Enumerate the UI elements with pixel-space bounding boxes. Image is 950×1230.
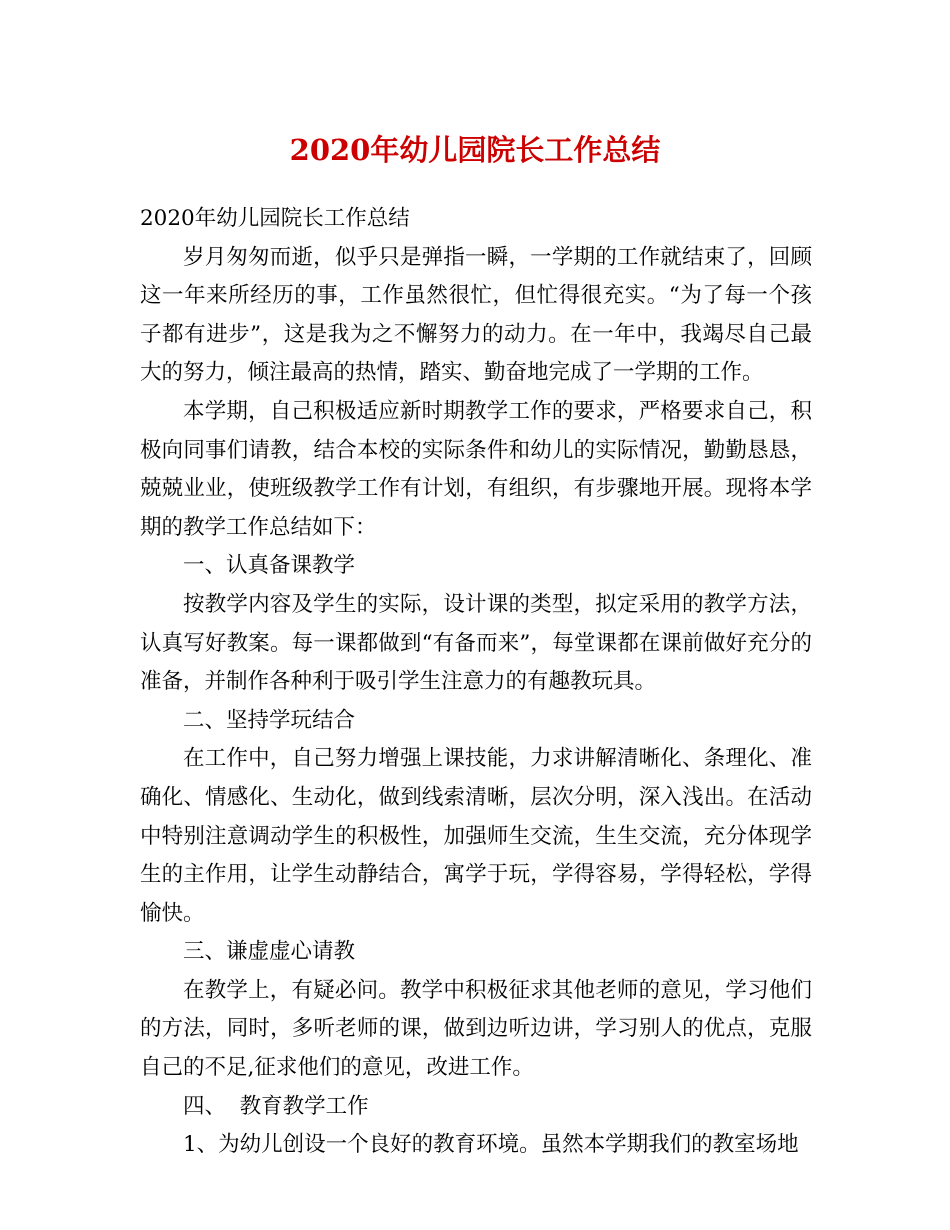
section-heading-1: 一、认真备课教学 [183, 553, 356, 579]
section-heading-3: 三、谦虚虚心请教 [183, 939, 356, 965]
paragraph-section-1: 按教学内容及学生的实际，设计课的类型，拟定采用的教学方法，认真写好教案。每一课都做到“有备而来”，每堂课都在课前做好充分的准备，并制作各种利于吸引学生注意力的有趣教玩具。 [140, 591, 812, 695]
document-body [140, 200, 812, 1165]
paragraph-section-4: 1、为幼儿创设一个良好的教育环境。虽然本学期我们的教室场地 [183, 1132, 799, 1158]
section-heading-2: 二、坚持学玩结合 [183, 707, 356, 733]
document-title: 2020年幼儿园院长工作总结 [289, 133, 661, 167]
paragraph-section-3: 在教学上，有疑必问。教学中积极征求其他老师的意见，学习他们的方法，同时，多听老师的课，做到边听边讲，学习别人的优点，克服自己的不足,征求他们的意见，改进工作。 [140, 977, 812, 1081]
paragraph-section-2: 在工作中，自己努力增强上课技能，力求讲解清晰化、条理化、准确化、情感化、生动化，做到线索清晰，层次分明，深入浅出。在活动中特别注意调动学生的积极性，加强师生交流，生生交流，充分体现学生的主作用，让学生动静结合，寓学于玩，学得容易，学得轻松，学得愉快。 [140, 746, 812, 926]
paragraph-subtitle: 2020年幼儿园院长工作总结 [140, 206, 410, 231]
paragraph-intro: 岁月匆匆而逝，似乎只是弹指一瞬，一学期的工作就结束了，回顾这一年来所经历的事，工作虽然很忙，但忙得很充实。“为了每一个孩子都有进步”，这是我为之不懈努力的动力。在一年中，我竭尽自己最大的努力，倾注最高的热情，踏实、勤奋地完成了一学期的工作。 [140, 244, 812, 386]
section-heading-4: 四、 教育教学工作 [183, 1093, 369, 1119]
paragraph-semester: 本学期，自己积极适应新时期教学工作的要求，严格要求自己，积极向同事们请教，结合本校的实际条件和幼儿的实际情况，勤勤恳恳，兢兢业业，使班级教学工作有计划，有组织，有步骤地开展。现将本学期的教学工作总结如下： [140, 398, 812, 540]
